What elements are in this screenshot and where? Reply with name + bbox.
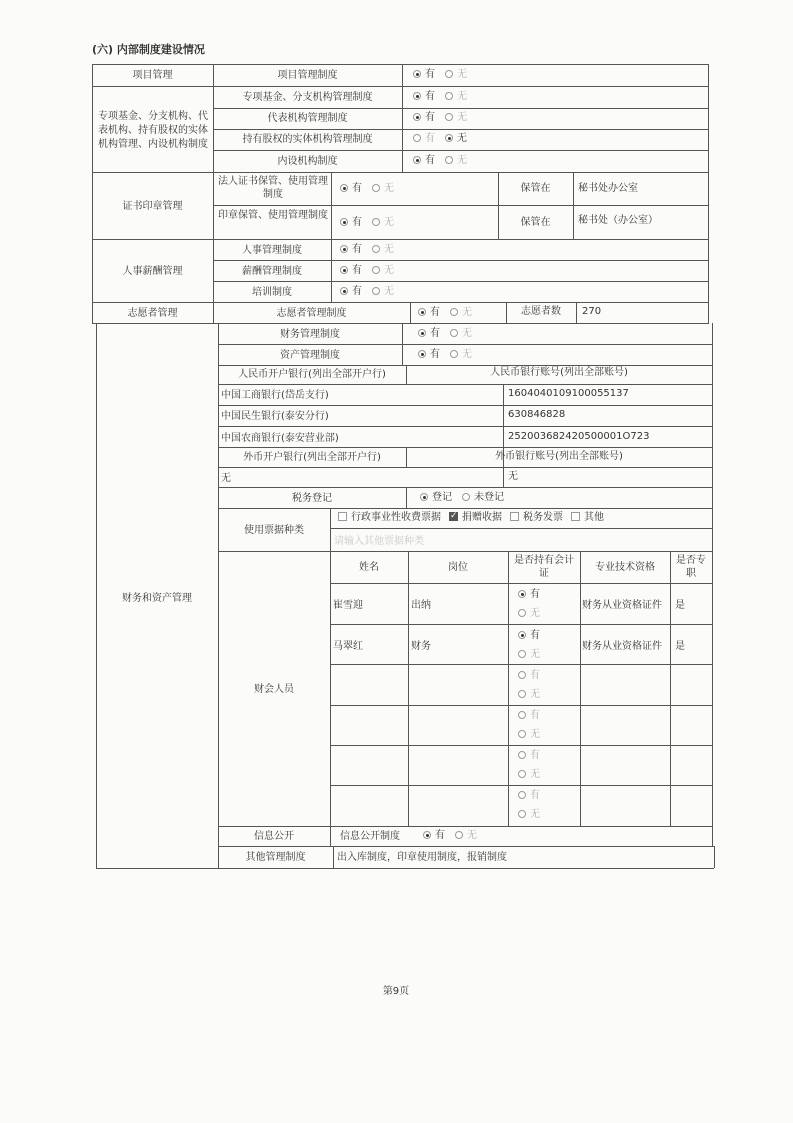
volunteer-count-value: 270 — [582, 306, 602, 317]
radio-selected-icon[interactable] — [413, 92, 421, 100]
disclosure-radio[interactable]: 有 无 — [423, 829, 487, 842]
asset-system-radio[interactable]: 有 无 — [418, 348, 482, 361]
radio-empty-icon[interactable] — [372, 266, 380, 274]
radio-selected-icon[interactable] — [418, 308, 426, 316]
staff-header-fulltime: 是否专职 — [676, 555, 706, 579]
cert-category: 证书印章管理 — [122, 201, 183, 212]
fx-account: 无 — [508, 471, 518, 482]
radio-empty-icon[interactable] — [518, 751, 526, 759]
staff-6-cert-no[interactable]: 无 — [518, 808, 540, 821]
radio-empty-icon[interactable] — [372, 287, 380, 295]
staff-6-cert-yes[interactable]: 有 — [518, 789, 540, 802]
disclosure-system-label: 信息公开制度 — [340, 831, 400, 842]
receipt-admin-fee[interactable]: 行政事业性收费票据 — [338, 511, 441, 524]
project-category: 项目管理 — [132, 70, 173, 81]
staff-2-name: 马翠红 — [333, 641, 363, 652]
org-fund-label: 专项基金、分支机构管理制度 — [242, 92, 373, 103]
radio-empty-icon[interactable] — [372, 184, 380, 192]
radio-selected-icon[interactable] — [413, 113, 421, 121]
staff-2-fulltime: 是 — [675, 641, 685, 652]
org-rep-radio[interactable]: 有 无 — [413, 111, 477, 124]
staff-4-cert-no[interactable]: 无 — [518, 728, 540, 741]
receipt-donation[interactable]: ✓ 捐赠收据 — [449, 511, 502, 524]
other-systems-value: 出入库制度，印章使用制度，报销制度 — [337, 852, 507, 863]
staff-1-position: 出纳 — [411, 600, 431, 611]
staff-5-cert-no[interactable]: 无 — [518, 768, 540, 781]
radio-empty-icon[interactable] — [518, 791, 526, 799]
hr-personnel-radio[interactable]: 有 无 — [340, 243, 404, 256]
fx-bank-header: 外币开户银行(列出全部开户行) — [243, 452, 381, 463]
radio-selected-icon[interactable] — [340, 184, 348, 192]
radio-selected-icon[interactable] — [340, 287, 348, 295]
radio-empty-icon[interactable] — [450, 308, 458, 316]
org-rep-label: 代表机构管理制度 — [267, 113, 348, 124]
checkbox-icon[interactable] — [338, 512, 347, 521]
checkbox-icon[interactable] — [571, 512, 580, 521]
radio-empty-icon[interactable] — [450, 350, 458, 358]
staff-3-cert-yes[interactable]: 有 — [518, 669, 540, 682]
radio-empty-icon[interactable] — [518, 730, 526, 738]
rmb-account-2: 630846828 — [508, 409, 566, 420]
staff-header-position: 岗位 — [448, 562, 468, 573]
hr-category: 人事薪酬管理 — [122, 266, 183, 277]
radio-selected-icon[interactable] — [340, 218, 348, 226]
radio-selected-icon[interactable] — [340, 245, 348, 253]
org-internal-radio[interactable]: 有 无 — [413, 154, 477, 167]
staff-5-cert-yes[interactable]: 有 — [518, 749, 540, 762]
staff-1-qualification: 财务从业资格证件 — [582, 600, 662, 611]
staff-label: 财会人员 — [254, 684, 294, 695]
radio-selected-icon[interactable] — [420, 493, 428, 501]
finance-category: 财务和资产管理 — [122, 593, 192, 604]
staff-2-qualification: 财务从业资格证件 — [582, 641, 662, 652]
receipt-other-input[interactable]: 请输入其他票据种类 — [334, 536, 424, 547]
cert-seal-radio[interactable]: 有 无 — [340, 216, 404, 229]
staff-1-cert-yes[interactable]: 有 — [518, 588, 540, 601]
page-number: 第9页 — [382, 986, 410, 997]
hr-salary-label: 薪酬管理制度 — [242, 266, 302, 277]
staff-header-qualification: 专业技术资格 — [595, 562, 655, 573]
rmb-account-1: 1604040109100055137 — [508, 388, 629, 399]
radio-empty-icon[interactable] — [372, 218, 380, 226]
radio-selected-icon[interactable] — [518, 631, 526, 639]
radio-empty-icon[interactable] — [445, 156, 453, 164]
radio-selected-icon[interactable] — [518, 590, 526, 598]
project-system-label: 项目管理制度 — [277, 70, 338, 81]
radio-empty-icon[interactable] — [518, 690, 526, 698]
radio-selected-icon[interactable] — [423, 831, 431, 839]
staff-header-name: 姓名 — [359, 562, 379, 573]
cert-license-label: 法人证书保管、使用管理制度 — [218, 176, 328, 200]
radio-empty-icon[interactable] — [518, 650, 526, 658]
org-category: 专项基金、分支机构、代表机构、持有股权的实体机构管理、内设机构制度 — [98, 111, 208, 150]
volunteer-count-label: 志愿者数 — [521, 306, 561, 317]
staff-2-cert-no[interactable]: 无 — [518, 648, 540, 661]
checkbox-checked-icon[interactable] — [449, 512, 458, 521]
radio-empty-icon[interactable] — [518, 711, 526, 719]
project-system-radio[interactable]: 有 无 — [413, 68, 477, 81]
radio-empty-icon[interactable] — [445, 92, 453, 100]
radio-selected-icon[interactable] — [418, 329, 426, 337]
staff-1-fulltime: 是 — [675, 600, 685, 611]
radio-empty-icon[interactable] — [518, 810, 526, 818]
cert-seal-label: 印章保管、使用管理制度 — [218, 210, 328, 221]
cert-license-keeper-label: 保管在 — [520, 183, 551, 194]
radio-empty-icon[interactable] — [518, 671, 526, 679]
radio-selected-icon[interactable] — [413, 156, 421, 164]
cert-license-radio[interactable]: 有 无 — [340, 182, 404, 195]
asset-system-label: 资产管理制度 — [280, 350, 340, 361]
staff-2-position: 财务 — [411, 641, 431, 652]
receipt-tax-invoice[interactable]: 税务发票 — [510, 511, 563, 524]
tax-radio[interactable]: 登记 未登记 — [420, 491, 514, 504]
other-systems-label: 其他管理制度 — [245, 852, 306, 863]
volunteer-system-radio[interactable]: 有 无 — [418, 306, 482, 319]
hr-personnel-label: 人事管理制度 — [242, 245, 302, 256]
radio-empty-icon[interactable] — [372, 245, 380, 253]
radio-empty-icon[interactable] — [413, 134, 421, 142]
cert-license-keeper: 秘书处办公室 — [578, 183, 638, 194]
rmb-bank-header: 人民币开户银行(列出全部开户行) — [238, 369, 386, 380]
fx-account-header: 外币银行账号(列出全部账号) — [495, 451, 623, 462]
radio-empty-icon[interactable] — [445, 70, 453, 78]
section-title: (六) 内部制度建设情况 — [92, 43, 205, 56]
hr-training-label: 培训制度 — [252, 287, 292, 298]
receipt-other[interactable]: 其他 — [571, 511, 604, 524]
radio-empty-icon[interactable] — [518, 770, 526, 778]
receipt-label: 使用票据种类 — [244, 525, 304, 536]
cert-seal-keeper: 秘书处（办公室） — [578, 215, 658, 226]
radio-empty-icon[interactable] — [455, 831, 463, 839]
radio-empty-icon[interactable] — [518, 609, 526, 617]
staff-header-cert: 是否持有会计证 — [514, 555, 574, 579]
org-fund-radio[interactable]: 有 无 — [413, 90, 477, 103]
org-equity-radio[interactable]: 有 无 — [413, 132, 477, 145]
finance-system-label: 财务管理制度 — [280, 329, 340, 340]
hr-training-radio[interactable]: 有 无 — [340, 285, 404, 298]
staff-1-name: 崔雪迎 — [333, 600, 363, 611]
cert-seal-keeper-label: 保管在 — [520, 217, 551, 228]
staff-4-cert-yes[interactable]: 有 — [518, 709, 540, 722]
finance-system-radio[interactable]: 有 无 — [418, 327, 482, 340]
tax-label: 税务登记 — [292, 493, 332, 504]
checkbox-icon[interactable] — [510, 512, 519, 521]
disclosure-label: 信息公开 — [254, 831, 294, 842]
fx-bank: 无 — [221, 473, 231, 484]
radio-empty-icon[interactable] — [445, 113, 453, 121]
rmb-bank-3: 中国农商银行(泰安营业部) — [221, 433, 339, 444]
staff-1-cert-no[interactable]: 无 — [518, 607, 540, 620]
staff-3-cert-no[interactable]: 无 — [518, 688, 540, 701]
staff-2-cert-yes[interactable]: 有 — [518, 629, 540, 642]
radio-selected-icon[interactable] — [340, 266, 348, 274]
org-internal-label: 内设机构制度 — [277, 156, 338, 167]
receipt-types — [338, 511, 614, 524]
volunteer-category: 志愿者管理 — [127, 308, 178, 319]
hr-salary-radio[interactable]: 有 无 — [340, 264, 404, 277]
rmb-bank-2: 中国民生银行(泰安分行) — [221, 411, 329, 422]
rmb-bank-1: 中国工商银行(岱岳支行) — [221, 390, 329, 401]
radio-selected-icon[interactable] — [445, 134, 453, 142]
rmb-account-header: 人民币银行账号(列出全部账号) — [490, 367, 628, 378]
radio-selected-icon[interactable] — [418, 350, 426, 358]
volunteer-system-label: 志愿者管理制度 — [276, 308, 347, 319]
radio-empty-icon[interactable] — [450, 329, 458, 337]
org-equity-label: 持有股权的实体机构管理制度 — [242, 134, 373, 145]
rmb-account-3: 252003682420500001O723 — [508, 431, 650, 442]
radio-selected-icon[interactable] — [413, 70, 421, 78]
radio-empty-icon[interactable] — [462, 493, 470, 501]
